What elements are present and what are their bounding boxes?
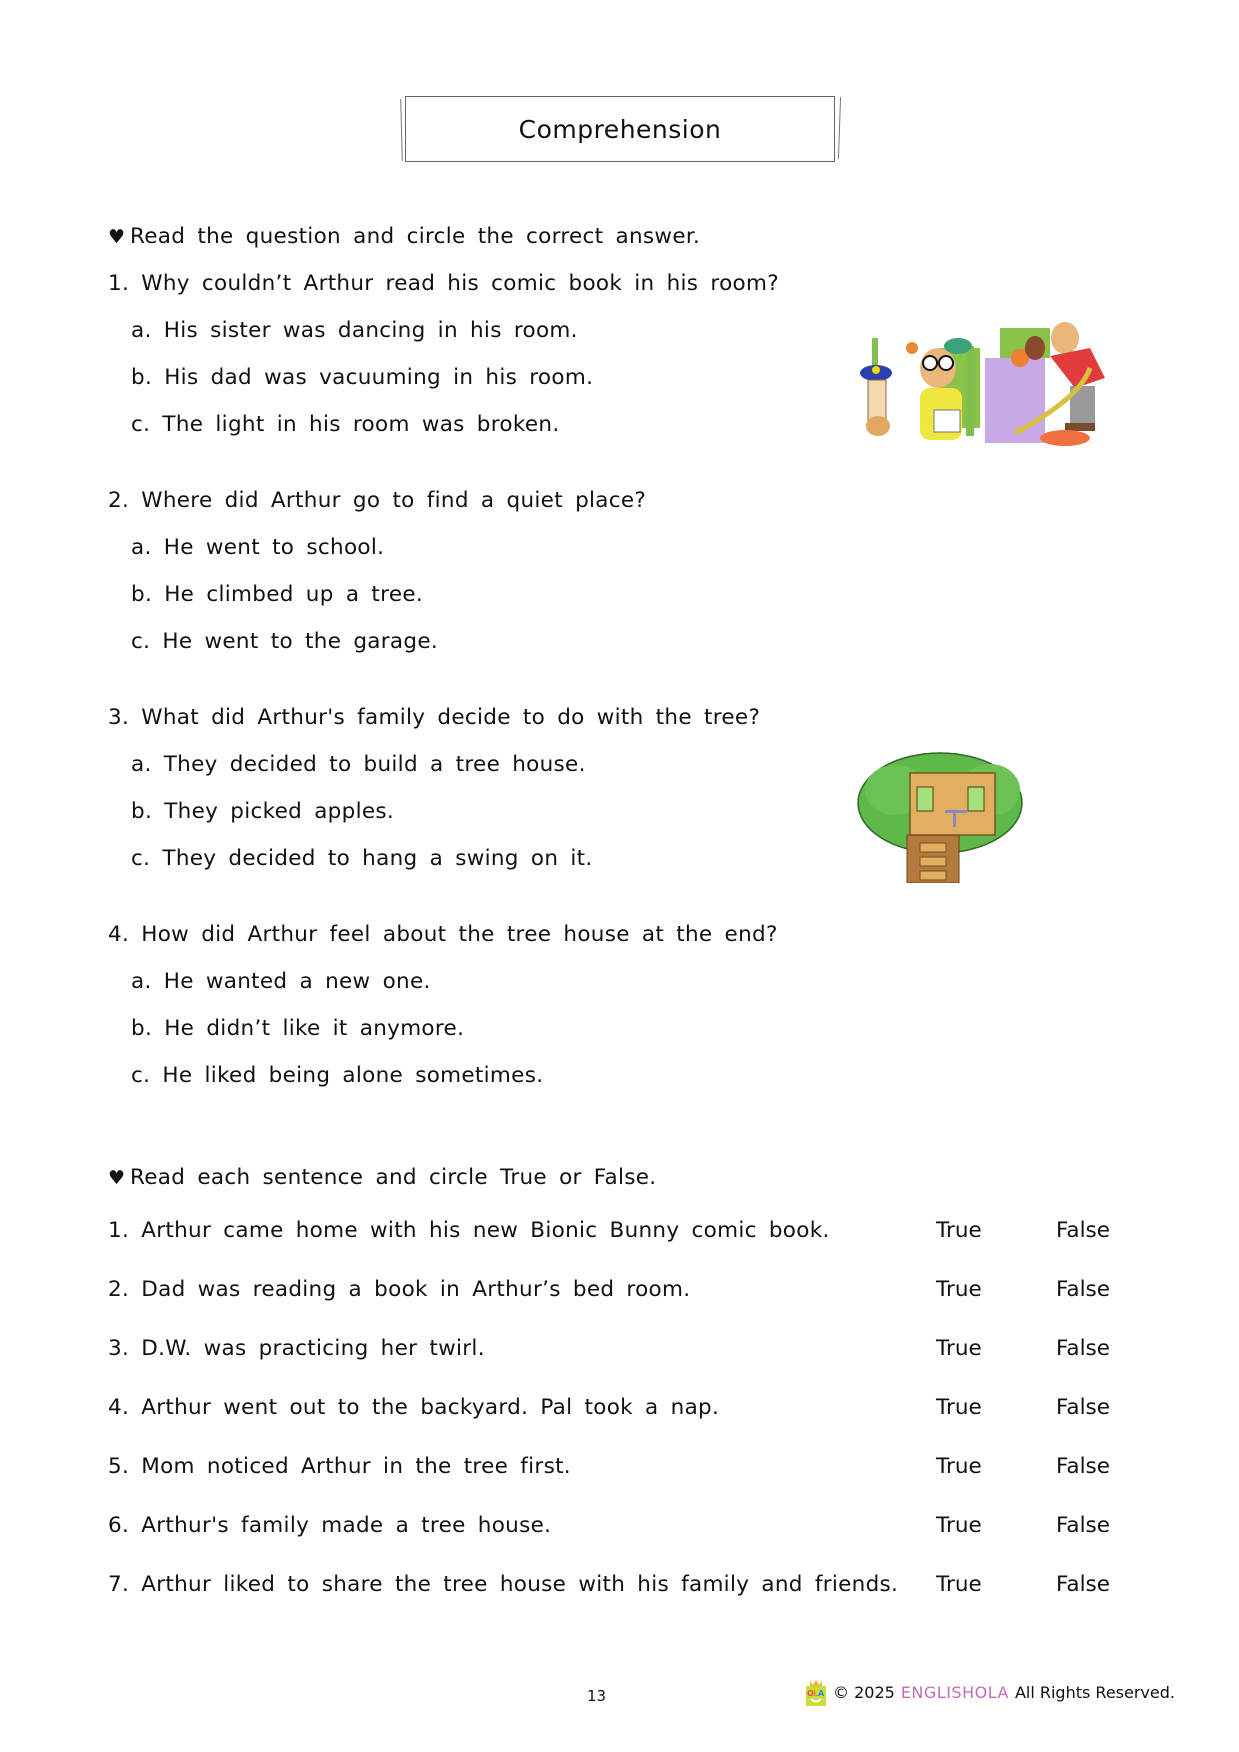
englishola-logo-icon (805, 1679, 827, 1705)
tf-4-true[interactable]: True (936, 1395, 982, 1420)
q2-option-a[interactable]: a. He went to school. (131, 535, 385, 560)
page-number: 13 (587, 1687, 607, 1705)
q3-option-c[interactable]: c. They decided to hang a swing on it. (131, 846, 593, 871)
tf-statement-5: 5. Mom noticed Arthur in the tree first. (108, 1454, 571, 1479)
section1-instruction: ♥ Read the question and circle the correct answer. (108, 224, 701, 249)
tree-house-illustration (855, 745, 1025, 883)
page-title-box (405, 96, 835, 162)
svg-text:O: O (807, 1689, 814, 1698)
q4-option-a[interactable]: a. He wanted a new one. (131, 969, 431, 994)
tf-1-true[interactable]: True (936, 1218, 982, 1243)
copyright-footer: O L A © 2025 ENGLISHOLA All Rights Reserved. (805, 1679, 1175, 1705)
tf-7-true[interactable]: True (936, 1572, 982, 1597)
arthur-bedroom-vacuum-illustration (850, 318, 1105, 446)
tf-statement-1: 1. Arthur came home with his new Bionic Bunny comic book. (108, 1218, 830, 1243)
tf-3-false[interactable]: False (1056, 1336, 1110, 1361)
tf-6-false[interactable]: False (1056, 1513, 1110, 1538)
tf-1-false[interactable]: False (1056, 1218, 1110, 1243)
section2-instruction: ♥ Read each sentence and circle True or False. (108, 1165, 657, 1190)
q1-option-c[interactable]: c. The light in his room was broken. (131, 412, 560, 437)
q2-option-c[interactable]: c. He went to the garage. (131, 629, 439, 654)
tf-3-true[interactable]: True (936, 1336, 982, 1361)
heart-icon: ♥ (108, 226, 126, 248)
heart-icon: ♥ (108, 1167, 126, 1189)
page-title: Comprehension (518, 114, 722, 144)
svg-text:A: A (818, 1689, 825, 1698)
q1-option-b[interactable]: b. His dad was vacuuming in his room. (131, 365, 594, 390)
brand-name: ENGLISHOLA (900, 1682, 1009, 1702)
q1-option-a[interactable]: a. His sister was dancing in his room. (131, 318, 578, 343)
q3-option-a[interactable]: a. They decided to build a tree house. (131, 752, 586, 777)
svg-text:L: L (813, 1689, 819, 1698)
tf-5-true[interactable]: True (936, 1454, 982, 1479)
q3-option-b[interactable]: b. They picked apples. (131, 799, 395, 824)
q4-option-c[interactable]: c. He liked being alone sometimes. (131, 1063, 544, 1088)
tf-statement-6: 6. Arthur's family made a tree house. (108, 1513, 552, 1538)
question-3: 3. What did Arthur's family decide to do with the tree? (108, 705, 761, 730)
tf-2-false[interactable]: False (1056, 1277, 1110, 1302)
tf-2-true[interactable]: True (936, 1277, 982, 1302)
tf-statement-7: 7. Arthur liked to share the tree house with his family and friends. (108, 1572, 899, 1597)
question-2: 2. Where did Arthur go to find a quiet place? (108, 488, 647, 513)
tf-7-false[interactable]: False (1056, 1572, 1110, 1597)
tf-6-true[interactable]: True (936, 1513, 982, 1538)
q4-option-b[interactable]: b. He didn’t like it anymore. (131, 1016, 465, 1041)
q2-option-b[interactable]: b. He climbed up a tree. (131, 582, 424, 607)
tf-statement-4: 4. Arthur went out to the backyard. Pal took a nap. (108, 1395, 720, 1420)
tf-statement-2: 2. Dad was reading a book in Arthur’s bed room. (108, 1277, 691, 1302)
tf-5-false[interactable]: False (1056, 1454, 1110, 1479)
tf-4-false[interactable]: False (1056, 1395, 1110, 1420)
tf-statement-3: 3. D.W. was practicing her twirl. (108, 1336, 485, 1361)
question-4: 4. How did Arthur feel about the tree house at the end? (108, 922, 778, 947)
question-1: 1. Why couldn’t Arthur read his comic book in his room? (108, 271, 779, 296)
